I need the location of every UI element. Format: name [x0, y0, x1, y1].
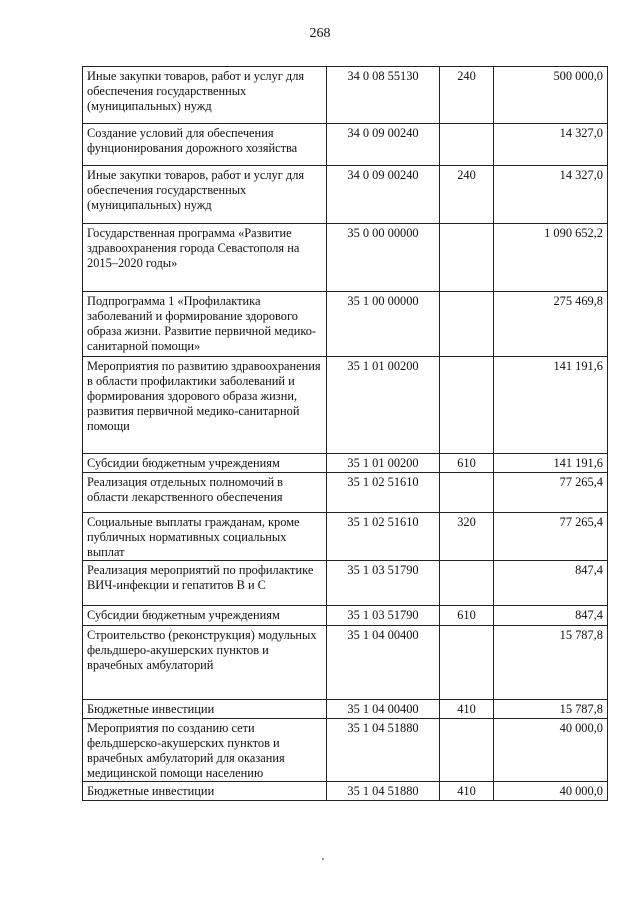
- row-type: [440, 357, 494, 454]
- row-sum: 14 327,0: [494, 166, 608, 224]
- row-type: 610: [440, 454, 494, 473]
- row-name: Иные закупки товаров, работ и услуг для обеспечения государственных (муниципальных) нужд: [83, 67, 327, 124]
- row-type: [440, 292, 494, 357]
- row-sum: 141 191,6: [494, 357, 608, 454]
- row-type: 610: [440, 606, 494, 626]
- table-row: [83, 357, 608, 454]
- budget-table: [82, 66, 608, 801]
- row-name: Субсидии бюджетным учреждениям: [83, 454, 327, 473]
- table-row: [83, 561, 608, 606]
- row-type: 240: [440, 166, 494, 224]
- row-name: Реализация отдельных полномочий в области лекарственного обеспечения: [83, 473, 327, 513]
- row-sum: 15 787,8: [494, 626, 608, 700]
- row-sum: 1 090 652,2: [494, 224, 608, 292]
- row-type: 320: [440, 513, 494, 561]
- row-code: 35 1 03 51790: [327, 606, 440, 626]
- row-code: 34 0 08 55130: [327, 67, 440, 124]
- row-code: 34 0 09 00240: [327, 124, 440, 166]
- row-name: Создание условий для обеспечения фунционирования дорожного хозяйства: [83, 124, 327, 166]
- table-row: [83, 606, 608, 626]
- row-code: 35 1 00 00000: [327, 292, 440, 357]
- row-code: 35 1 02 51610: [327, 513, 440, 561]
- row-code: 35 1 01 00200: [327, 357, 440, 454]
- table-row: [83, 626, 608, 700]
- page-number: 268: [309, 26, 331, 41]
- table-row: [83, 719, 608, 782]
- row-name: Мероприятия по развитию здравоохранения в области профилактики заболеваний и формирования здорового образа жизни, развития первичной медико-санитарной помощи: [83, 357, 327, 454]
- row-code: 35 1 02 51610: [327, 473, 440, 513]
- row-sum: 847,4: [494, 606, 608, 626]
- table-row: [83, 782, 608, 801]
- table-row: [83, 454, 608, 473]
- row-name: Субсидии бюджетным учреждениям: [83, 606, 327, 626]
- row-code: 34 0 09 00240: [327, 166, 440, 224]
- row-sum: 14 327,0: [494, 124, 608, 166]
- row-code: 35 1 04 00400: [327, 626, 440, 700]
- row-name: Социальные выплаты гражданам, кроме публичных нормативных социальных выплат: [83, 513, 327, 561]
- row-sum: 500 000,0: [494, 67, 608, 124]
- table-row: [83, 513, 608, 561]
- row-type: 410: [440, 700, 494, 719]
- row-sum: 40 000,0: [494, 782, 608, 801]
- table-row: [83, 124, 608, 166]
- row-name: Бюджетные инвестиции: [83, 700, 327, 719]
- row-sum: 77 265,4: [494, 513, 608, 561]
- table-row: [83, 166, 608, 224]
- table-row: [83, 67, 608, 124]
- row-type: 240: [440, 67, 494, 124]
- row-name: Строительство (реконструкция) модульных фельдшеро-акушерских пунктов и врачебных амбулаторий: [83, 626, 327, 700]
- row-name: Подпрограмма 1 «Профилактика заболеваний и формирование здорового образа жизни. Развитие первичной медико-санитарной помощи»: [83, 292, 327, 357]
- row-type: [440, 561, 494, 606]
- row-sum: 77 265,4: [494, 473, 608, 513]
- row-type: [440, 473, 494, 513]
- row-sum: 275 469,8: [494, 292, 608, 357]
- row-type: [440, 224, 494, 292]
- row-name: Реализация мероприятий по профилактике ВИЧ-инфекции и гепатитов В и С: [83, 561, 327, 606]
- row-sum: 15 787,8: [494, 700, 608, 719]
- row-code: 35 1 03 51790: [327, 561, 440, 606]
- row-type: 410: [440, 782, 494, 801]
- row-name: Мероприятия по созданию сети фельдшерско-акушерских пунктов и врачебных амбулаторий для оказания медицинской помощи населению: [83, 719, 327, 782]
- scan-speck: [322, 858, 324, 860]
- row-name: Иные закупки товаров, работ и услуг для обеспечения государственных (муниципальных) нужд: [83, 166, 327, 224]
- table-row: [83, 224, 608, 292]
- row-type: [440, 626, 494, 700]
- row-code: 35 1 04 51880: [327, 782, 440, 801]
- row-code: 35 0 00 00000: [327, 224, 440, 292]
- table-row: [83, 292, 608, 357]
- row-name: Государственная программа «Развитие здравоохранения города Севастополя на 2015–2020 годы»: [83, 224, 327, 292]
- row-type: [440, 719, 494, 782]
- row-type: [440, 124, 494, 166]
- row-sum: 141 191,6: [494, 454, 608, 473]
- row-code: 35 1 04 51880: [327, 719, 440, 782]
- table-row: [83, 700, 608, 719]
- row-sum: 40 000,0: [494, 719, 608, 782]
- row-code: 35 1 01 00200: [327, 454, 440, 473]
- table-row: [83, 473, 608, 513]
- row-name: Бюджетные инвестиции: [83, 782, 327, 801]
- row-sum: 847,4: [494, 561, 608, 606]
- row-code: 35 1 04 00400: [327, 700, 440, 719]
